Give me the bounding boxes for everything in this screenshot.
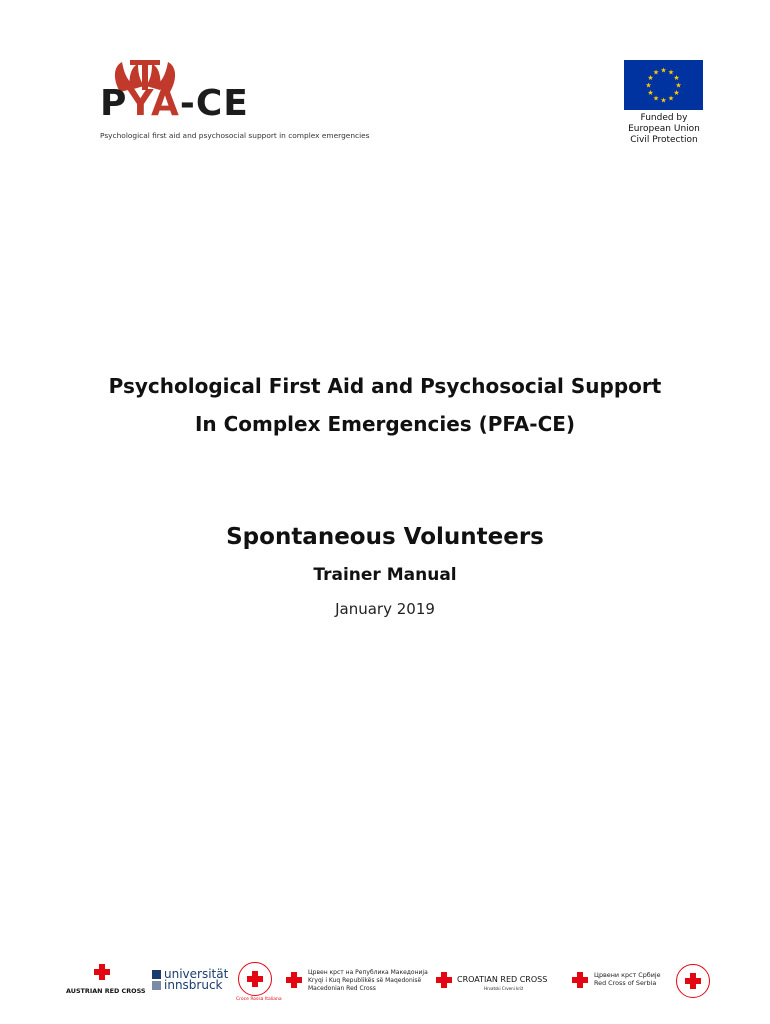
croatian-red-cross-label: CROATIAN RED CROSS — [457, 975, 548, 984]
eu-star-icon: ★ — [647, 74, 654, 82]
uni-square-icon — [152, 970, 161, 979]
logo-ya: YA — [127, 83, 180, 124]
macedonia-label-line3: Macedonian Red Cross — [308, 985, 376, 992]
eu-funding-caption — [620, 113, 708, 146]
macedonia-label-line1: Црвен крст на Република Македонија — [308, 969, 428, 976]
serbia-label-line1: Црвени крст Србије — [594, 971, 661, 979]
logo-wordmark — [100, 83, 249, 124]
serbian-red-cross-logo — [572, 962, 662, 1002]
austrian-red-cross-logo — [66, 962, 146, 1002]
eu-star-icon: ★ — [647, 89, 654, 97]
italian-red-cross-seal-icon — [238, 962, 272, 996]
eu-star-icon: ★ — [667, 68, 675, 77]
red-cross-icon — [94, 964, 110, 980]
eu-star-icon: ★ — [673, 74, 680, 82]
logo-tagline: Psychological first aid and psychosocial support in complex emergencies — [100, 131, 370, 140]
red-cross-icon — [286, 972, 302, 988]
italian-red-cross-logo — [236, 962, 282, 1002]
document-title-line1: Psychological First Aid and Psychosocial Support — [108, 374, 662, 398]
uni-label-line1: universität — [164, 967, 229, 981]
eu-star-icon: ★ — [645, 81, 652, 90]
red-cross-icon — [572, 972, 588, 988]
uni-square-icon-2 — [152, 981, 161, 990]
red-cross-seal-icon — [676, 964, 710, 998]
university-innsbruck-logo — [152, 962, 229, 1002]
austrian-red-cross-label: AUSTRIAN RED CROSS — [66, 987, 146, 995]
red-cross-icon — [247, 971, 263, 987]
red-cross-icon — [685, 973, 701, 989]
eu-star-icon: ★ — [660, 96, 667, 105]
eu-star-icon: ★ — [675, 81, 682, 90]
eu-caption-line1: Funded by — [640, 113, 688, 123]
eu-star-icon: ★ — [652, 68, 660, 77]
serbia-label-line2: Red Cross of Serbia — [594, 979, 657, 987]
document-title-line2: In Complex Emergencies (PFA-CE) — [194, 412, 576, 436]
macedonian-red-cross-logo — [286, 962, 426, 1002]
eu-star-icon: ★ — [652, 94, 660, 103]
logo-ce: -CE — [179, 83, 249, 124]
document-subtitle: Spontaneous Volunteers — [226, 524, 544, 550]
document-date: January 2019 — [335, 600, 435, 618]
red-cross-seal-logo — [674, 962, 714, 1002]
eu-star-icon: ★ — [660, 66, 667, 75]
croatian-red-cross-logo — [436, 962, 556, 1002]
uni-label-line2: innsbruck — [164, 978, 223, 992]
croatian-red-cross-sublabel: Hrvatski Crveni križ — [484, 986, 524, 991]
red-cross-icon — [436, 972, 452, 988]
italian-red-cross-label: Croce Rossa Italiana — [236, 997, 282, 1002]
eu-star-icon: ★ — [667, 94, 675, 103]
document-manual-type: Trainer Manual — [313, 565, 457, 585]
eu-flag-icon — [624, 60, 703, 110]
macedonia-label-line2: Kryqi i Kuq Republikës së Maqedonisë — [308, 977, 422, 984]
eu-caption-line3: Civil Protection — [630, 135, 698, 145]
pfa-ce-logo — [100, 58, 370, 142]
logo-p: P — [100, 83, 128, 124]
eu-star-icon: ★ — [673, 89, 680, 97]
eu-caption-line2: European Union — [628, 124, 700, 134]
eu-funding-badge — [624, 60, 704, 146]
